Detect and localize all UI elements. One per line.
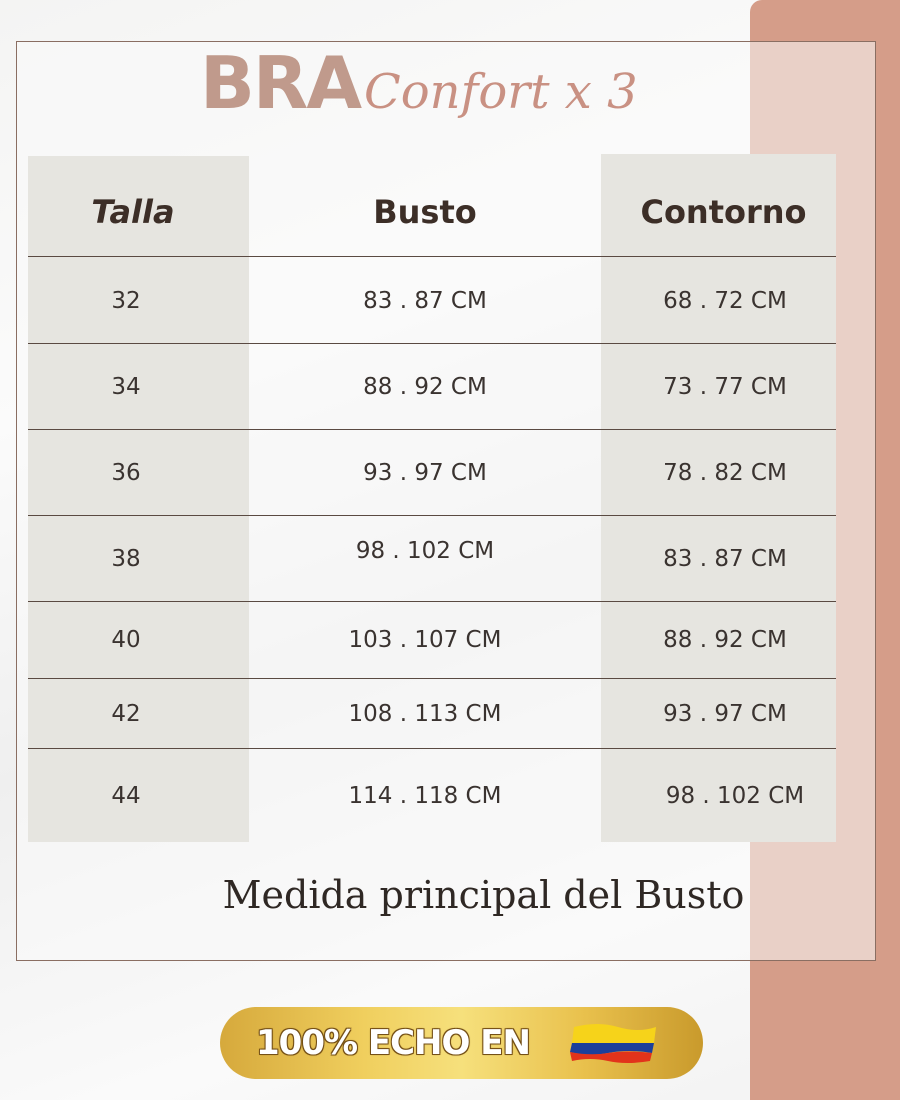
table-row	[0, 679, 900, 748]
cell-talla: 32	[111, 287, 141, 314]
page-title	[200, 38, 638, 128]
cell-busto: 88 . 92 CM	[363, 373, 487, 400]
table-row	[0, 602, 900, 678]
title-brand: BRA	[200, 41, 361, 125]
cell-contorno: 68 . 72 CM	[663, 287, 787, 314]
table-row	[0, 344, 900, 429]
cell-talla: 36	[111, 459, 141, 486]
colombia-flag-icon	[568, 1021, 660, 1065]
cell-contorno: 88 . 92 CM	[663, 627, 787, 653]
cell-talla: 42	[111, 700, 141, 727]
made-in-badge	[220, 1007, 703, 1079]
table-row	[0, 749, 900, 842]
cell-contorno: 78 . 82 CM	[663, 459, 787, 486]
cell-contorno: 73 . 77 CM	[663, 373, 787, 400]
cell-busto: 108 . 113 CM	[348, 700, 502, 727]
header-talla: Talla	[91, 193, 175, 231]
cell-busto: 103 . 107 CM	[348, 627, 502, 653]
cell-contorno: 93 . 97 CM	[663, 700, 787, 727]
cell-talla: 44	[111, 782, 141, 809]
cell-talla: 38	[111, 545, 141, 572]
cell-talla: 40	[111, 627, 141, 653]
table-row	[0, 258, 900, 343]
cell-talla: 34	[111, 373, 141, 400]
header-busto: Busto	[373, 193, 477, 231]
table-divider	[28, 256, 836, 257]
title-subtitle: Confort x 3	[364, 64, 638, 120]
cell-contorno: 83 . 87 CM	[663, 545, 787, 572]
cell-busto: 83 . 87 CM	[363, 287, 487, 314]
footnote-main-measure: Medida principal del Busto	[222, 873, 745, 917]
table-row	[0, 516, 900, 601]
table-row	[0, 430, 900, 515]
header-contorno: Contorno	[640, 193, 807, 231]
cell-busto: 114 . 118 CM	[348, 782, 502, 809]
cell-busto: 98 . 102 CM	[355, 538, 495, 564]
cell-busto: 93 . 97 CM	[363, 459, 487, 486]
badge-text: 100% ECHO EN	[256, 1023, 530, 1063]
cell-contorno: 98 . 102 CM	[665, 782, 805, 809]
